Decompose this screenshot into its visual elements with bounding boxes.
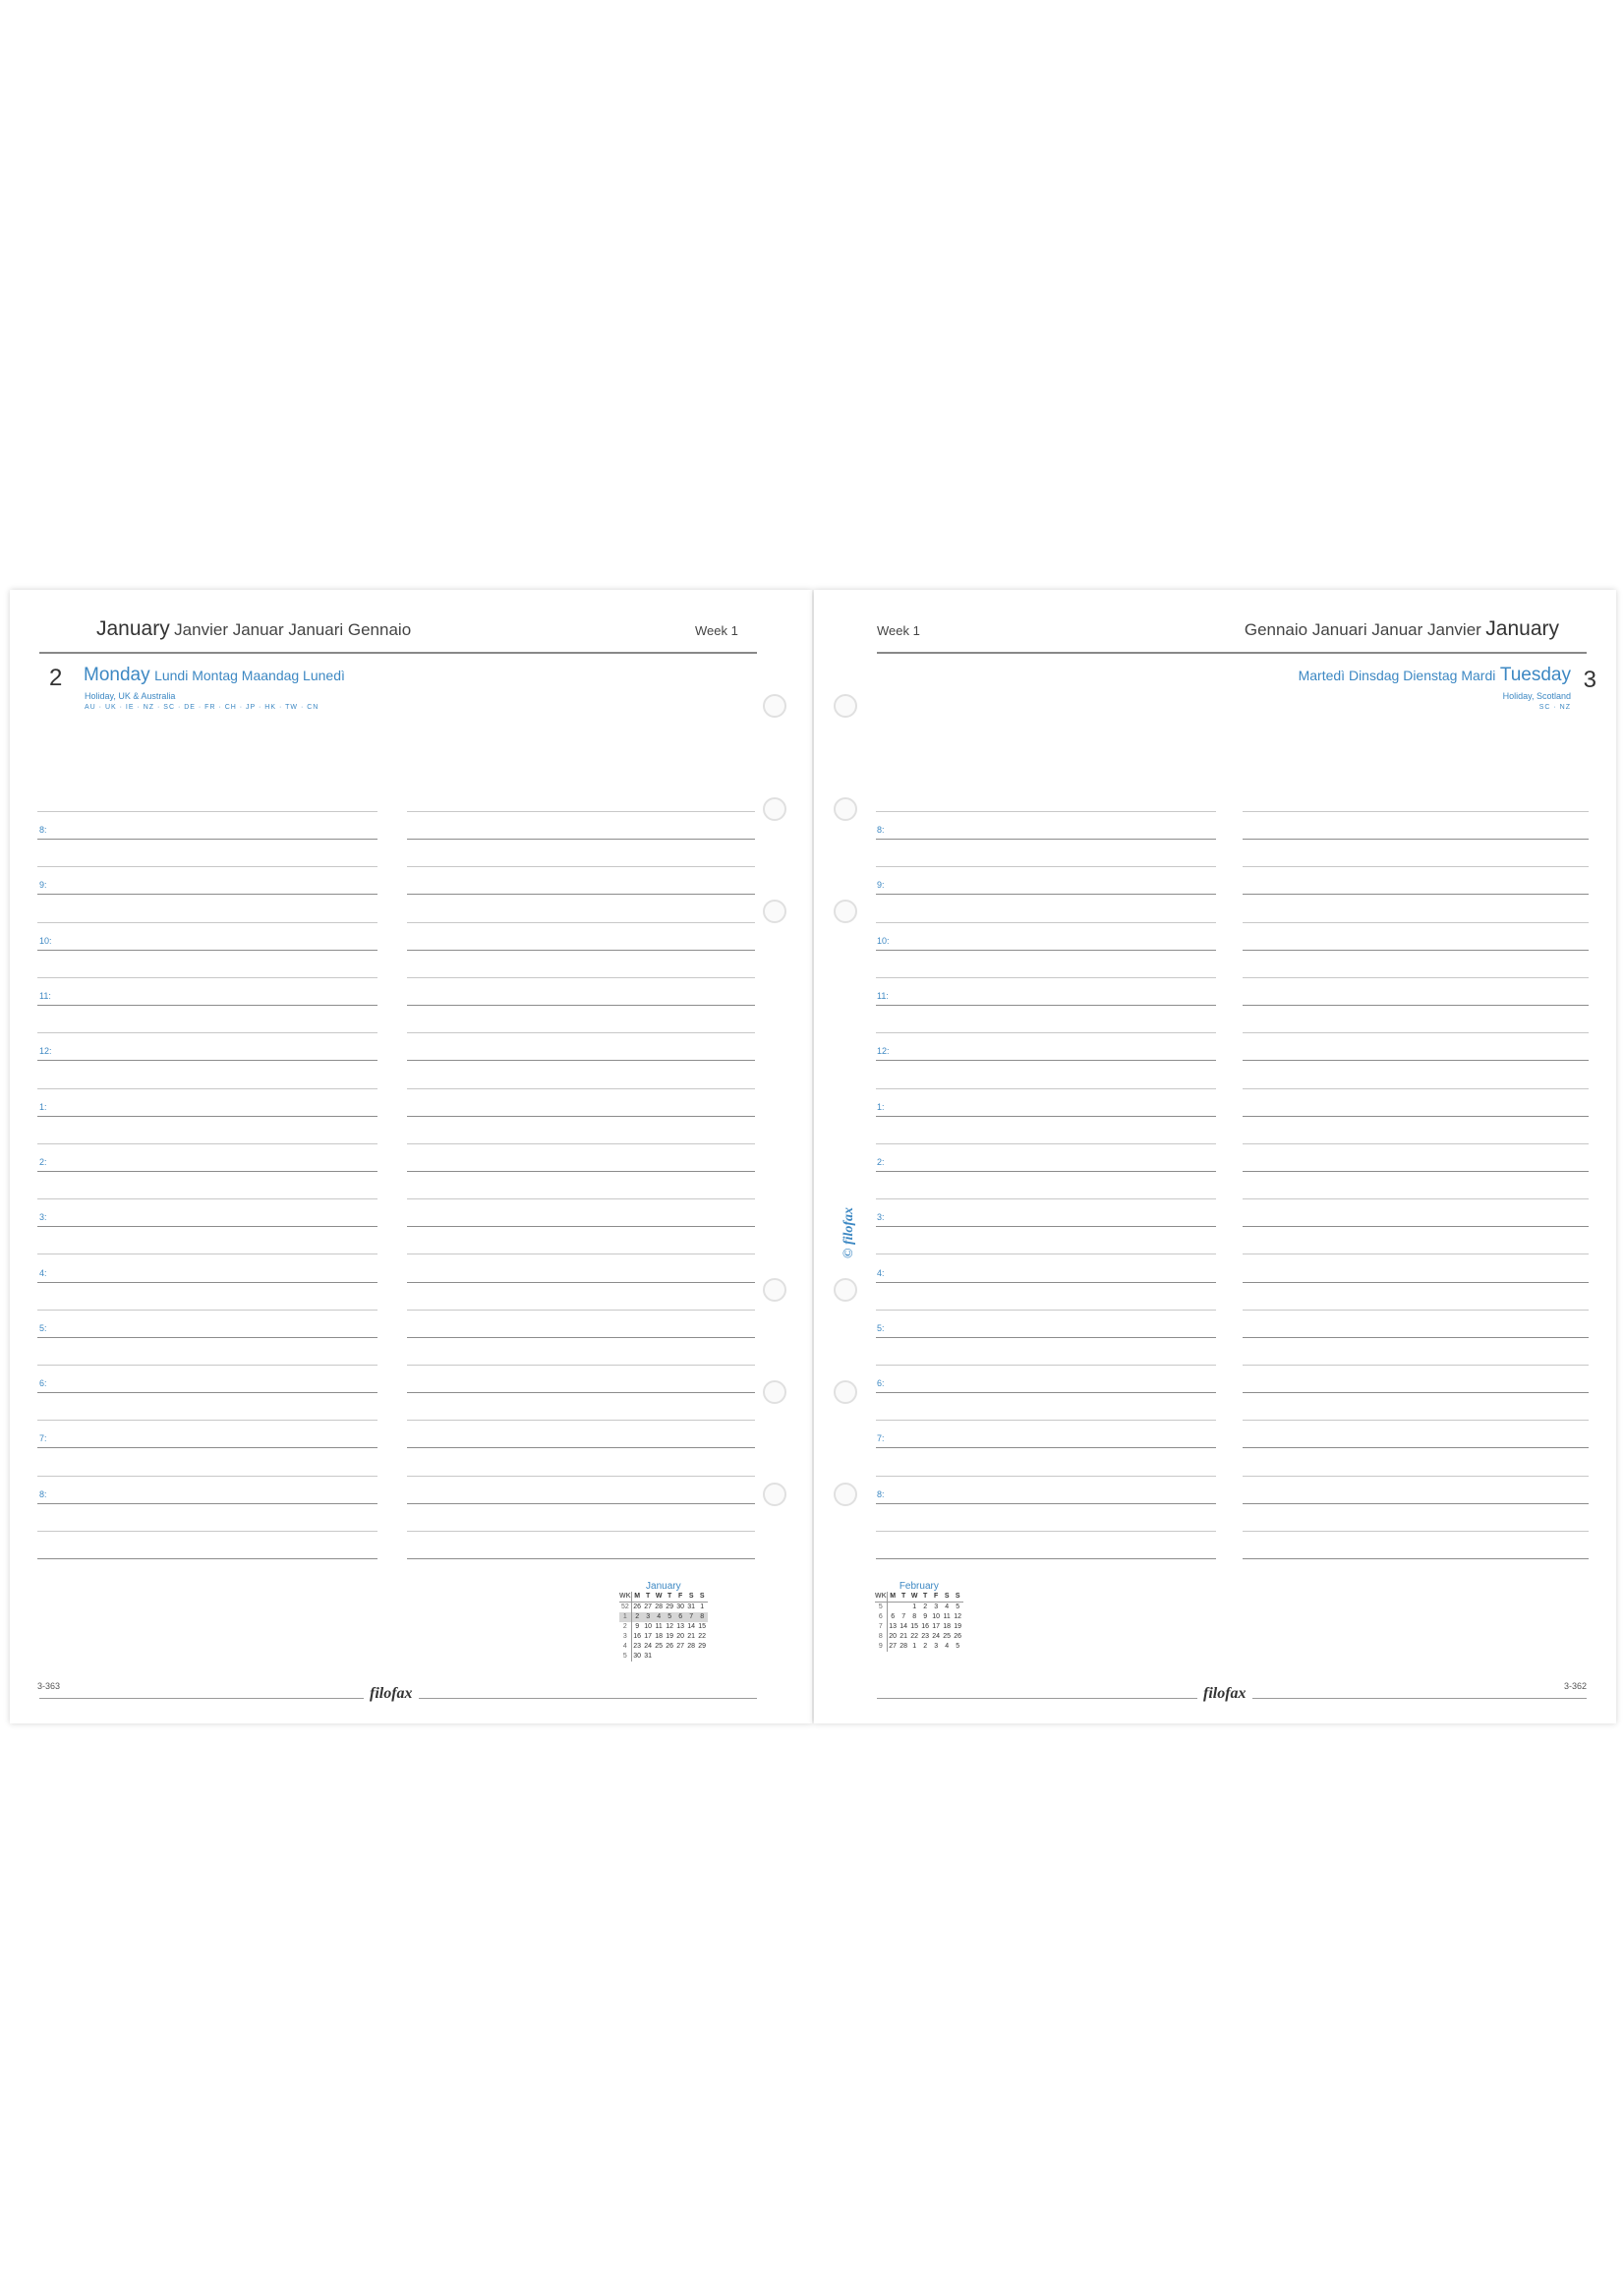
left-hour-label: 5:: [39, 1323, 47, 1333]
left-binder-hole: [763, 900, 786, 923]
left-cal-day-cell: 7: [686, 1612, 697, 1622]
right-ruled-line: [876, 1032, 1216, 1033]
left-cal-day-cell: 2: [631, 1612, 643, 1622]
right-cal-day-cell: 2: [923, 1643, 928, 1650]
left-ruled-line: [407, 1088, 755, 1089]
right-ruled-line: [1243, 1531, 1589, 1532]
right-ruled-line: [876, 1503, 1216, 1504]
right-hour-label: 1:: [877, 1102, 885, 1112]
left-cal-day-cell: 24: [644, 1643, 653, 1650]
right-ruled-line: [876, 1447, 1216, 1448]
left-week-label: Week 1: [695, 623, 738, 638]
left-cal-header-cell: WK: [619, 1592, 631, 1603]
right-ruled-line: [876, 866, 1216, 867]
right-ruled-line: [876, 1558, 1216, 1559]
left-ruled-line: [37, 1503, 377, 1504]
right-ruled-line: [876, 977, 1216, 978]
right-ruled-line: [1243, 1282, 1589, 1283]
left-cal-day-cell: 31: [687, 1603, 696, 1610]
right-binder-hole: [834, 797, 857, 821]
right-regions: SC · NZ: [1538, 704, 1571, 711]
right-cal-day-cell: 8: [912, 1613, 917, 1620]
left-cal-day-cell: 5: [619, 1652, 631, 1662]
right-cal-day-cell: [887, 1603, 899, 1613]
right-cal-day-cell: 24: [932, 1633, 941, 1640]
right-ruled-line: [1243, 1392, 1589, 1393]
left-mini-calendar: [619, 1581, 708, 1662]
right-day-number: 3: [1583, 667, 1596, 693]
left-ruled-line: [37, 1365, 377, 1366]
left-ruled-line: [407, 894, 755, 895]
right-cal-day-cell: 6: [891, 1613, 896, 1620]
left-ruled-line: [407, 1116, 755, 1117]
right-ruled-line: [1243, 1198, 1589, 1199]
left-ruled-line: [37, 1005, 377, 1006]
right-ruled-line: [1243, 1116, 1589, 1117]
left-ruled-line: [407, 1032, 755, 1033]
left-ruled-line: [37, 922, 377, 923]
left-hour-label: 11:: [39, 991, 51, 1001]
right-cal-day-cell: 11: [943, 1613, 951, 1620]
right-ruled-line: [1243, 839, 1589, 840]
left-hour-label: 8:: [39, 825, 47, 835]
right-day-main: Tuesday: [1499, 665, 1571, 685]
right-ruled-line: [876, 1226, 1216, 1227]
right-cal-header-cell: W: [909, 1592, 920, 1603]
left-ruled-line: [407, 1503, 755, 1504]
right-cal-header-cell: T: [899, 1592, 909, 1603]
left-binder-hole: [763, 1483, 786, 1506]
left-ruled-line: [37, 1310, 377, 1311]
right-cal-day-cell: 22: [910, 1633, 919, 1640]
left-cal-header-cell: T: [643, 1592, 654, 1603]
left-cal-day-cell: 2: [619, 1622, 631, 1632]
right-ruled-line: [1243, 922, 1589, 923]
left-cal-day-cell: 27: [644, 1603, 653, 1610]
right-cal-day-cell: 18: [943, 1623, 952, 1630]
right-ruled-line: [1243, 1476, 1589, 1477]
left-ruled-line: [407, 922, 755, 923]
left-cal-day-cell: 6: [675, 1612, 686, 1622]
right-cal-day-cell: 20: [889, 1633, 898, 1640]
right-ruled-line: [876, 894, 1216, 895]
left-cal-day-cell: 16: [633, 1633, 642, 1640]
left-cal-day-cell: 3: [643, 1612, 654, 1622]
left-ruled-line: [407, 1310, 755, 1311]
left-hour-label: 8:: [39, 1489, 47, 1499]
left-page: [10, 590, 812, 1723]
right-ruled-line: [876, 1531, 1216, 1532]
left-cal-day-cell: 26: [666, 1643, 674, 1650]
right-ruled-line: [876, 1116, 1216, 1117]
left-day-number: 2: [49, 665, 63, 691]
right-cal-day-cell: 5: [875, 1603, 887, 1613]
left-holiday: Holiday, UK & Australia: [85, 691, 176, 701]
right-brand-logo: [1197, 1685, 1252, 1703]
left-ruled-line: [407, 1171, 755, 1172]
left-footer-code: 3-363: [37, 1681, 61, 1691]
right-ruled-line: [1243, 1143, 1589, 1144]
left-hour-label: 1:: [39, 1102, 47, 1112]
left-cal-day-cell: 25: [655, 1643, 664, 1650]
right-cal-day-cell: 8: [875, 1632, 887, 1642]
left-ruled-line: [407, 1337, 755, 1338]
left-cal-header-cell: M: [631, 1592, 643, 1603]
right-ruled-line: [876, 1420, 1216, 1421]
right-cal-day-cell: 13: [889, 1623, 898, 1630]
left-cal-day-cell: 52: [619, 1603, 631, 1613]
left-ruled-line: [407, 1282, 755, 1283]
left-mini-calendar-grid: [619, 1592, 708, 1662]
right-ruled-line: [1243, 1337, 1589, 1338]
right-cal-day-cell: 27: [889, 1643, 898, 1650]
right-cal-header-cell: S: [953, 1592, 963, 1603]
left-ruled-line: [407, 977, 755, 978]
right-ruled-line: [876, 1005, 1216, 1006]
left-ruled-line: [407, 839, 755, 840]
left-cal-day-cell: 26: [633, 1603, 642, 1610]
right-binder-hole: [834, 1380, 857, 1404]
right-ruled-line: [876, 811, 1216, 812]
left-cal-day-cell: 1: [700, 1603, 705, 1610]
right-cal-day-cell: 15: [910, 1623, 919, 1630]
left-cal-day-cell: [686, 1652, 697, 1662]
right-ruled-line: [876, 1143, 1216, 1144]
left-ruled-line: [37, 894, 377, 895]
left-cal-header-cell: S: [697, 1592, 708, 1603]
left-ruled-line: [407, 1447, 755, 1448]
right-cal-day-cell: 17: [932, 1623, 941, 1630]
right-cal-day-cell: 19: [954, 1623, 962, 1630]
right-cal-header-cell: T: [920, 1592, 931, 1603]
right-ruled-line: [876, 1198, 1216, 1199]
right-ruled-line: [876, 1282, 1216, 1283]
right-ruled-line: [1243, 1365, 1589, 1366]
right-ruled-line: [876, 1392, 1216, 1393]
right-cal-day-cell: 26: [954, 1633, 962, 1640]
left-ruled-line: [37, 1558, 377, 1559]
left-ruled-line: [407, 1420, 755, 1421]
right-ruled-line: [1243, 1503, 1589, 1504]
left-ruled-line: [37, 839, 377, 840]
right-cal-day-cell: 5: [956, 1603, 960, 1610]
left-cal-day-cell: 5: [665, 1612, 675, 1622]
right-ruled-line: [1243, 977, 1589, 978]
right-ruled-line: [1243, 1226, 1589, 1227]
left-cal-header-cell: W: [654, 1592, 665, 1603]
left-month-alt: Janvier Januar Januari Gennaio: [174, 620, 412, 639]
left-cal-day-cell: 30: [633, 1653, 642, 1660]
right-ruled-line: [876, 950, 1216, 951]
right-ruled-line: [1243, 1447, 1589, 1448]
right-mini-calendar-grid: [875, 1592, 963, 1652]
left-cal-day-cell: [697, 1652, 708, 1662]
right-cal-day-cell: 14: [899, 1623, 908, 1630]
left-ruled-line: [407, 1143, 755, 1144]
right-brand-text: filofax: [1203, 1685, 1247, 1702]
right-cal-day-cell: 2: [923, 1603, 928, 1610]
left-cal-day-cell: 11: [655, 1623, 663, 1630]
left-cal-day-cell: [665, 1652, 675, 1662]
left-hour-label: 2:: [39, 1157, 47, 1167]
left-cal-day-cell: [675, 1652, 686, 1662]
right-cal-day-cell: [899, 1603, 909, 1613]
left-mini-calendar-title: January: [646, 1581, 681, 1592]
right-ruled-line: [1243, 894, 1589, 895]
right-ruled-line: [876, 1365, 1216, 1366]
left-cal-day-cell: 23: [633, 1643, 642, 1650]
left-cal-day-cell: [654, 1652, 665, 1662]
left-hour-label: 9:: [39, 880, 47, 890]
left-cal-day-cell: 15: [698, 1623, 707, 1630]
left-ruled-line: [37, 1143, 377, 1144]
right-ruled-line: [1243, 950, 1589, 951]
right-header-rule: [877, 652, 1587, 654]
right-hour-label: 8:: [877, 1489, 885, 1499]
left-cal-day-cell: 30: [676, 1603, 685, 1610]
left-ruled-line: [407, 950, 755, 951]
right-ruled-line: [876, 1088, 1216, 1089]
left-cal-day-cell: 8: [697, 1612, 708, 1622]
right-hour-label: 10:: [877, 936, 890, 946]
right-ruled-line: [876, 839, 1216, 840]
right-hour-label: 3:: [877, 1212, 885, 1222]
left-month-main: January: [96, 617, 170, 640]
right-ruled-line: [1243, 1032, 1589, 1033]
left-ruled-line: [37, 1337, 377, 1338]
right-binder-hole: [834, 900, 857, 923]
right-cal-day-cell: 16: [921, 1623, 930, 1630]
left-ruled-line: [37, 1392, 377, 1393]
right-cal-header-cell: WK: [875, 1592, 887, 1603]
left-ruled-line: [407, 1226, 755, 1227]
right-cal-header-cell: S: [942, 1592, 953, 1603]
left-hour-label: 7:: [39, 1433, 47, 1443]
left-header-rule: [39, 652, 757, 654]
left-cal-day-cell: 28: [655, 1603, 664, 1610]
left-cal-day-cell: 31: [644, 1653, 653, 1660]
left-hour-label: 3:: [39, 1212, 47, 1222]
left-cal-day-cell: 21: [687, 1633, 696, 1640]
left-ruled-line: [37, 1420, 377, 1421]
right-ruled-line: [1243, 1005, 1589, 1006]
left-month-header: [96, 617, 411, 641]
left-cal-day-cell: 14: [687, 1623, 696, 1630]
left-cal-day-cell: 19: [666, 1633, 674, 1640]
left-hour-label: 4:: [39, 1268, 47, 1278]
right-cal-day-cell: 7: [875, 1622, 887, 1632]
right-cal-day-cell: 10: [932, 1613, 941, 1620]
right-binder-hole: [834, 1278, 857, 1302]
left-binder-hole: [763, 797, 786, 821]
right-day-alt: Martedì Dinsdag Dienstag Mardi: [1298, 668, 1496, 683]
left-hour-label: 6:: [39, 1378, 47, 1388]
left-cal-day-cell: 4: [619, 1642, 631, 1652]
left-cal-day-cell: 3: [619, 1632, 631, 1642]
left-day-alt: Lundi Montag Maandag Lunedì: [154, 668, 345, 683]
spine-brand-logo: [840, 1199, 859, 1258]
left-cal-day-cell: 22: [698, 1633, 707, 1640]
right-ruled-line: [1243, 1088, 1589, 1089]
left-ruled-line: [37, 1531, 377, 1532]
right-hour-label: 8:: [877, 825, 885, 835]
right-ruled-line: [1243, 1171, 1589, 1172]
left-ruled-line: [37, 1282, 377, 1283]
left-cal-day-cell: 4: [654, 1612, 665, 1622]
right-footer-code: 3-362: [1563, 1681, 1587, 1691]
right-cal-day-cell: 4: [945, 1643, 950, 1650]
right-ruled-line: [1243, 866, 1589, 867]
left-cal-day-cell: 17: [644, 1633, 653, 1640]
right-mini-calendar: [875, 1581, 963, 1652]
left-ruled-line: [37, 1116, 377, 1117]
left-brand-logo: [364, 1685, 419, 1703]
left-ruled-line: [37, 1447, 377, 1448]
right-cal-day-cell: 1: [912, 1643, 917, 1650]
left-ruled-line: [407, 1392, 755, 1393]
left-cal-day-cell: 18: [655, 1633, 664, 1640]
left-cal-day-cell: 10: [644, 1623, 653, 1630]
right-hour-label: 2:: [877, 1157, 885, 1167]
right-cal-day-cell: 23: [921, 1633, 930, 1640]
left-ruled-line: [37, 1171, 377, 1172]
left-binder-hole: [763, 1380, 786, 1404]
right-ruled-line: [876, 1476, 1216, 1477]
left-cal-day-cell: 20: [676, 1633, 685, 1640]
left-ruled-line: [37, 866, 377, 867]
left-ruled-line: [407, 1005, 755, 1006]
right-hour-label: 7:: [877, 1433, 885, 1443]
left-hour-label: 12:: [39, 1046, 52, 1056]
left-hour-label: 10:: [39, 936, 52, 946]
right-hour-label: 4:: [877, 1268, 885, 1278]
left-regions: AU · UK · IE · NZ · SC · DE · FR · CH · JP · HK · TW · CN: [85, 704, 319, 711]
left-ruled-line: [37, 950, 377, 951]
right-month-main: January: [1485, 617, 1559, 640]
left-ruled-line: [37, 1198, 377, 1199]
left-cal-day-cell: 1: [619, 1612, 631, 1622]
left-cal-header-cell: S: [686, 1592, 697, 1603]
right-cal-day-cell: 3: [934, 1603, 939, 1610]
right-month-header: [1245, 617, 1559, 641]
left-binder-hole: [763, 694, 786, 718]
right-cal-day-cell: 25: [943, 1633, 952, 1640]
left-cal-day-cell: 29: [666, 1603, 674, 1610]
left-ruled-line: [407, 1558, 755, 1559]
right-cal-day-cell: 9: [923, 1613, 928, 1620]
left-ruled-line: [37, 1060, 377, 1061]
right-ruled-line: [876, 1171, 1216, 1172]
right-cal-day-cell: 4: [945, 1603, 950, 1610]
right-ruled-line: [1243, 1420, 1589, 1421]
left-day-names: [84, 665, 345, 686]
left-ruled-line: [37, 1476, 377, 1477]
left-cal-header-cell: T: [665, 1592, 675, 1603]
right-cal-header-cell: F: [931, 1592, 942, 1603]
right-cal-day-cell: 9: [875, 1642, 887, 1652]
left-ruled-line: [37, 811, 377, 812]
right-cal-day-cell: 12: [954, 1613, 962, 1620]
left-binder-hole: [763, 1278, 786, 1302]
left-day-main: Monday: [84, 665, 150, 685]
right-cal-day-cell: 5: [956, 1643, 960, 1650]
left-cal-day-cell: 12: [666, 1623, 674, 1630]
left-ruled-line: [407, 1198, 755, 1199]
right-ruled-line: [1243, 1310, 1589, 1311]
right-mini-calendar-title: February: [899, 1581, 939, 1592]
left-cal-day-cell: 29: [698, 1643, 707, 1650]
right-hour-label: 9:: [877, 880, 885, 890]
left-ruled-line: [407, 866, 755, 867]
right-week-label: Week 1: [877, 623, 920, 638]
left-cal-day-cell: 9: [635, 1623, 640, 1630]
right-ruled-line: [876, 922, 1216, 923]
right-ruled-line: [1243, 811, 1589, 812]
left-cal-day-cell: 13: [676, 1623, 685, 1630]
right-ruled-line: [876, 1337, 1216, 1338]
right-binder-hole: [834, 694, 857, 718]
right-ruled-line: [1243, 1060, 1589, 1061]
left-cal-day-cell: 27: [676, 1643, 685, 1650]
left-ruled-line: [37, 1032, 377, 1033]
right-month-alt: Gennaio Januari Januar Janvier: [1244, 620, 1481, 639]
right-binder-hole: [834, 1483, 857, 1506]
right-ruled-line: [876, 1310, 1216, 1311]
right-cal-day-cell: 1: [912, 1603, 917, 1610]
left-ruled-line: [407, 811, 755, 812]
right-cal-day-cell: 7: [901, 1613, 906, 1620]
left-ruled-line: [37, 1226, 377, 1227]
right-holiday: Holiday, Scotland: [1502, 691, 1571, 701]
left-cal-day-cell: 28: [687, 1643, 696, 1650]
left-ruled-line: [37, 977, 377, 978]
left-brand-text: filofax: [370, 1685, 413, 1702]
right-hour-label: 6:: [877, 1378, 885, 1388]
left-ruled-line: [407, 1365, 755, 1366]
right-ruled-line: [1243, 1558, 1589, 1559]
right-hour-label: 12:: [877, 1046, 890, 1056]
spine-brand-text: © filofax: [841, 1206, 856, 1258]
right-cal-day-cell: 21: [899, 1633, 908, 1640]
left-ruled-line: [37, 1088, 377, 1089]
right-hour-label: 5:: [877, 1323, 885, 1333]
right-cal-day-cell: 28: [899, 1643, 908, 1650]
left-ruled-line: [407, 1476, 755, 1477]
right-day-names: [1299, 665, 1571, 686]
right-cal-day-cell: 3: [934, 1643, 939, 1650]
left-cal-header-cell: F: [675, 1592, 686, 1603]
left-ruled-line: [407, 1531, 755, 1532]
right-page: [814, 590, 1616, 1723]
right-ruled-line: [876, 1060, 1216, 1061]
right-cal-day-cell: 6: [875, 1612, 887, 1622]
right-hour-label: 11:: [877, 991, 889, 1001]
left-ruled-line: [407, 1060, 755, 1061]
right-cal-header-cell: M: [887, 1592, 899, 1603]
